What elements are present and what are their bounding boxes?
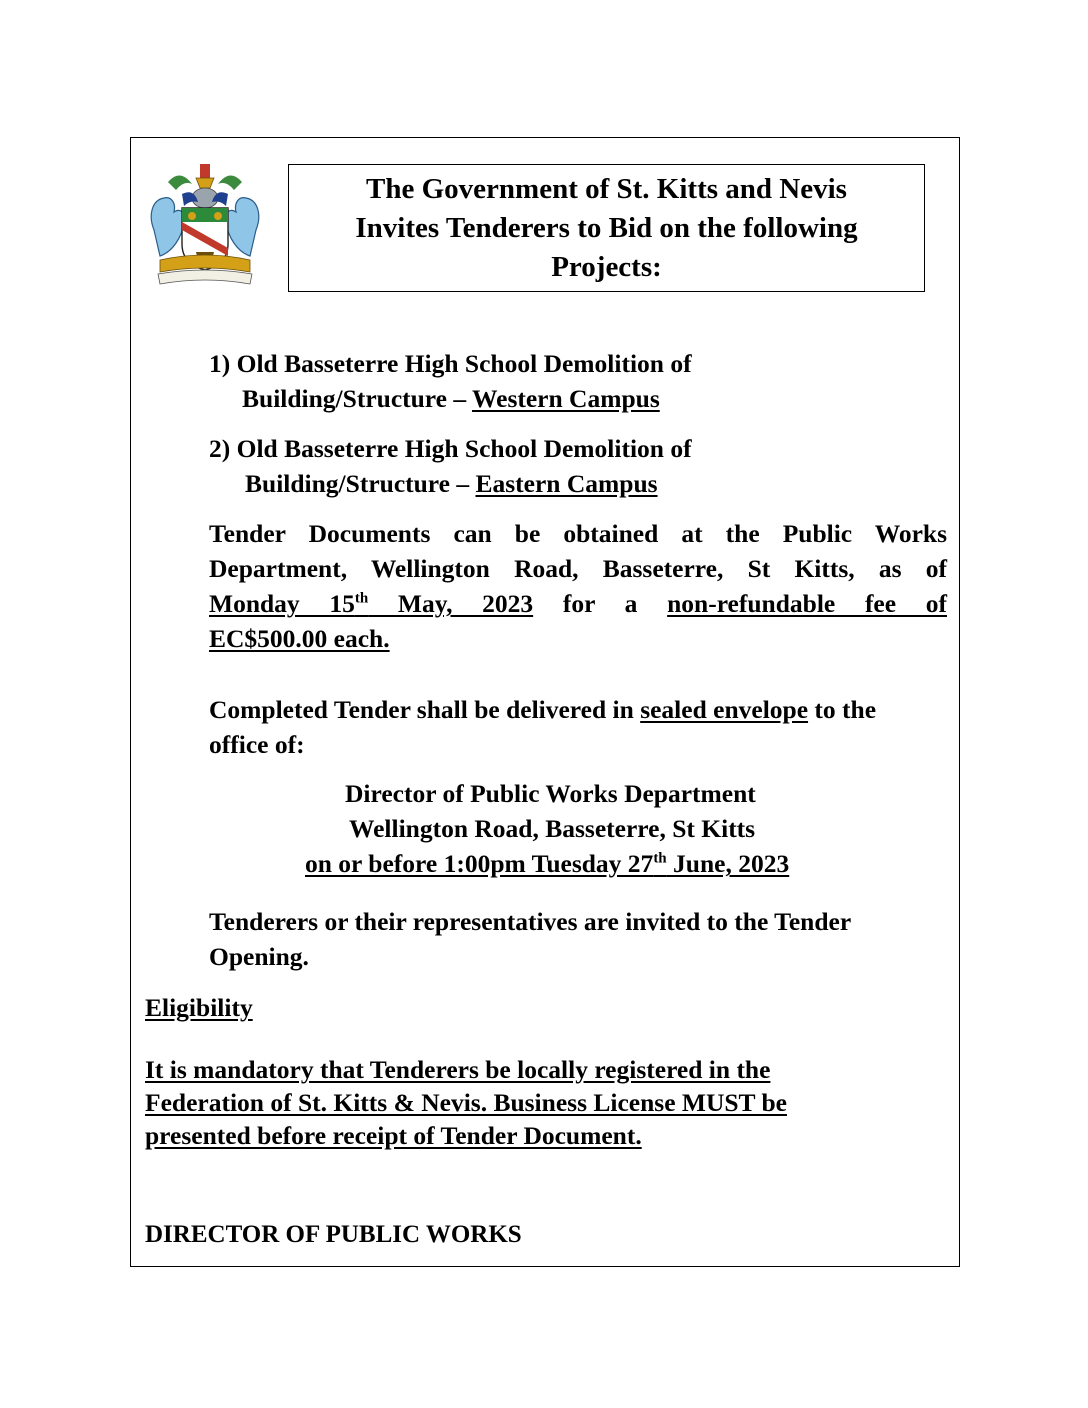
completed-line-1 bbox=[209, 692, 876, 727]
project-2-line-2 bbox=[245, 466, 658, 501]
tender-docs-line-3 bbox=[209, 586, 947, 621]
project-1-line-1 bbox=[209, 346, 692, 381]
tender-docs-line-2: Department, Wellington Road, Basseterre, St Kitts, as of bbox=[209, 554, 947, 583]
project-2-title: Old Basseterre High School Demolition of bbox=[236, 434, 692, 463]
eligibility-heading: Eligibility bbox=[145, 993, 253, 1022]
eligibility-line-2: Federation of St. Kitts & Nevis. Business License MUST be bbox=[145, 1088, 787, 1117]
eligibility-text bbox=[145, 1053, 787, 1152]
sealed-envelope-text: sealed envelope bbox=[640, 695, 809, 724]
address-line-1: Director of Public Works Department bbox=[345, 779, 756, 808]
project-2-prefix: Building/Structure – bbox=[245, 469, 470, 498]
eligibility-line-1: It is mandatory that Tenderers be locally registered in the bbox=[145, 1055, 771, 1084]
project-2-line-1 bbox=[209, 431, 692, 466]
project-1-line-2 bbox=[242, 381, 660, 416]
title-line-1: The Government of St. Kitts and Nevis bbox=[366, 172, 847, 205]
project-1-number: 1) bbox=[209, 349, 231, 378]
title-line-2: Invites Tenderers to Bid on the following bbox=[355, 211, 858, 244]
title-line-3: Projects: bbox=[551, 250, 662, 283]
address-line-2: Wellington Road, Basseterre, St Kitts bbox=[349, 814, 756, 843]
completed-suffix: to the bbox=[814, 695, 877, 724]
project-1-prefix: Building/Structure – bbox=[242, 384, 467, 413]
tender-mid-text: for a bbox=[562, 589, 638, 618]
project-2-number: 2) bbox=[209, 434, 231, 463]
opening-line-2: Opening. bbox=[209, 942, 309, 971]
completed-prefix: Completed Tender shall be delivered in bbox=[209, 695, 634, 724]
opening-line-1: Tenderers or their representatives are invited to the Tender bbox=[209, 907, 852, 936]
eligibility-line-3: presented before receipt of Tender Document. bbox=[145, 1121, 642, 1150]
header-title-box bbox=[288, 164, 925, 292]
tender-date: Monday 15th May, 2023 bbox=[209, 589, 534, 618]
coat-of-arms-icon bbox=[146, 160, 264, 292]
project-1-campus: Western Campus bbox=[472, 384, 660, 413]
tender-docs-line-4 bbox=[209, 621, 390, 656]
project-2-campus: Eastern Campus bbox=[475, 469, 658, 498]
signature: DIRECTOR OF PUBLIC WORKS bbox=[145, 1221, 522, 1248]
tender-fee-amount: EC$500.00 each. bbox=[209, 624, 390, 653]
deadline-line: on or before 1:00pm Tuesday 27th June, 2023 bbox=[305, 849, 790, 878]
tender-docs-line-1: Tender Documents can be obtained at the Public Works bbox=[209, 519, 947, 548]
tender-fee-label: non-refundable fee of bbox=[667, 589, 947, 618]
project-1-title: Old Basseterre High School Demolition of bbox=[236, 349, 692, 378]
completed-line-2: office of: bbox=[209, 730, 305, 759]
